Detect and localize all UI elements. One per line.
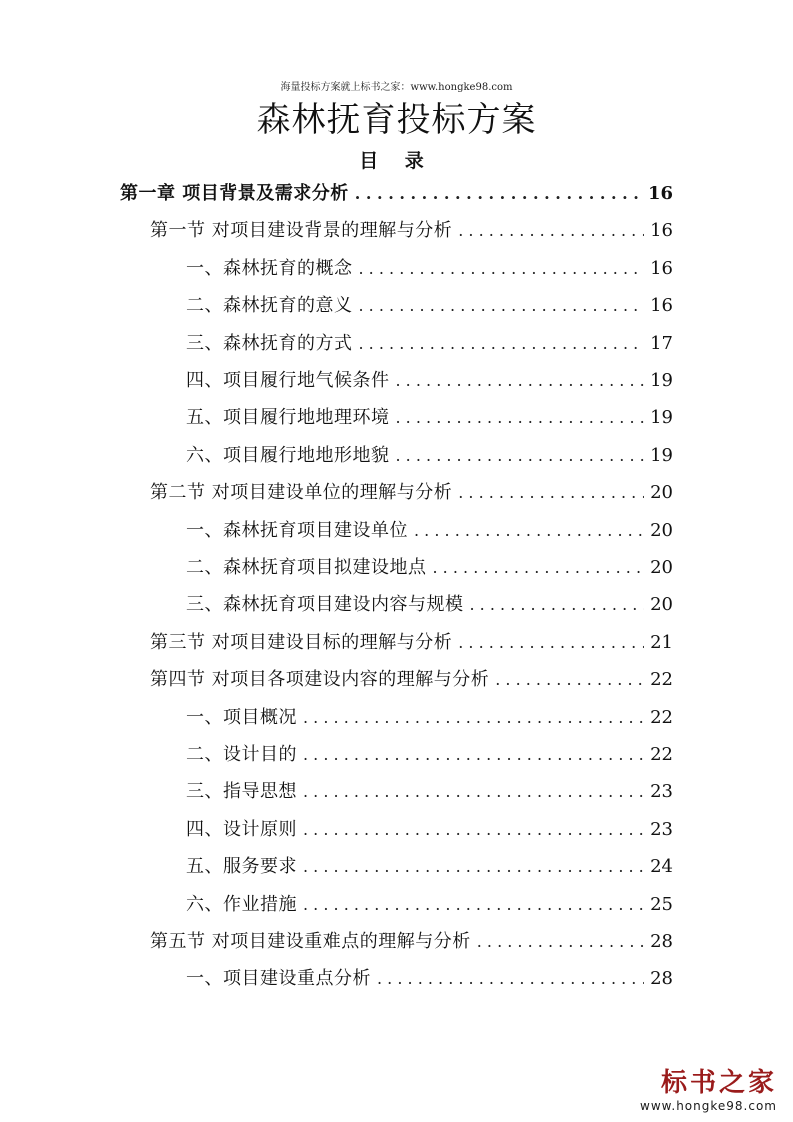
toc-page-number: 23: [650, 781, 673, 803]
brand-logo-url: www.hongke98.com: [640, 1099, 777, 1113]
toc-entry[interactable]: [186, 960, 673, 997]
toc-entry-label: 六、作业措施: [186, 893, 297, 915]
toc-entry[interactable]: [186, 549, 673, 586]
toc-entry-label: 四、项目履行地气候条件: [186, 370, 390, 391]
toc-entry[interactable]: [186, 736, 673, 773]
toc-entry[interactable]: [186, 437, 673, 474]
toc-leader-dots: [377, 960, 644, 997]
toc-page-number: 22: [650, 706, 673, 728]
toc-entry-label: 第四节 对项目各项建设内容的理解与分析: [150, 669, 490, 691]
toc-entry-label: 五、项目履行地地理环境: [186, 407, 390, 429]
toc-page-number: 21: [650, 631, 673, 653]
toc-entry[interactable]: [186, 399, 673, 436]
toc-entry-label: 三、森林抚育项目建设内容与规模: [186, 594, 464, 616]
toc-entry-label: 三、指导思想: [186, 781, 297, 803]
toc-page-number: 20: [650, 557, 673, 578]
toc-entry-label: 五、服务要求: [186, 856, 297, 878]
toc-entry[interactable]: [186, 811, 673, 848]
toc-entry[interactable]: [186, 250, 673, 287]
toc-entry-label: 第五节 对项目建设重难点的理解与分析: [150, 931, 471, 952]
toc-leader-dots: [396, 399, 645, 436]
toc-leader-dots: [303, 886, 644, 923]
toc-leader-dots: [355, 175, 642, 212]
toc-page-number: 23: [650, 818, 673, 840]
toc-page-number: 20: [650, 594, 673, 616]
toc-page-number: 19: [650, 370, 673, 391]
toc-leader-dots: [359, 287, 645, 324]
toc-leader-dots: [477, 923, 644, 960]
toc-leader-dots: [414, 512, 644, 549]
toc-leader-dots: [303, 736, 644, 773]
toc-leader-dots: [458, 624, 644, 661]
toc-leader-dots: [303, 811, 644, 848]
toc-page-number: 16: [647, 183, 673, 204]
toc-entry-label: 第一章 项目背景及需求分析: [120, 183, 349, 204]
toc-leader-dots: [495, 661, 644, 698]
toc-entry-label: 二、设计目的: [186, 744, 297, 765]
toc-page-number: 20: [650, 519, 673, 541]
toc-entry[interactable]: [186, 287, 673, 324]
toc-entry[interactable]: [186, 886, 673, 923]
toc-entry-label: 二、森林抚育的意义: [186, 295, 353, 317]
toc-entry[interactable]: [186, 773, 673, 810]
toc-page-number: 17: [650, 332, 673, 354]
toc-entry-label: 第三节 对项目建设目标的理解与分析: [150, 631, 453, 653]
header-note: 海量投标方案就上标书之家：www.hongke98.com: [280, 82, 513, 93]
toc-leader-dots: [470, 586, 645, 623]
toc-entry-label: 第一节 对项目建设背景的理解与分析: [150, 220, 453, 242]
toc-entry[interactable]: [150, 624, 673, 661]
toc-page-number: 22: [650, 669, 673, 691]
toc-page-number: 20: [650, 482, 673, 504]
brand-logo-text: 标书之家: [660, 1068, 777, 1098]
toc-page-number: 19: [650, 407, 673, 429]
toc-leader-dots: [458, 212, 644, 249]
toc-entry[interactable]: [186, 325, 673, 362]
toc-leader-dots: [396, 362, 645, 399]
toc-leader-dots: [458, 474, 644, 511]
toc-page-number: 19: [650, 444, 673, 466]
toc-entry-label: 一、森林抚育的概念: [186, 257, 353, 279]
brand-logo: [627, 1068, 777, 1114]
toc-leader-dots: [359, 325, 645, 362]
toc-leader-dots: [303, 773, 644, 810]
toc-page-number: 28: [650, 931, 673, 952]
toc-entry-label: 一、项目概况: [186, 706, 297, 728]
toc-leader-dots: [433, 549, 645, 586]
toc-entry-label: 一、项目建设重点分析: [186, 968, 371, 990]
toc-leader-dots: [359, 250, 645, 287]
toc-entry-label: 六、项目履行地地形地貌: [186, 444, 390, 466]
toc-entry-label: 二、森林抚育项目拟建设地点: [186, 557, 427, 578]
toc-entry[interactable]: [150, 212, 673, 249]
toc-entry[interactable]: [150, 923, 673, 960]
toc-page-number: 25: [650, 893, 673, 915]
toc-entry-label: 第二节 对项目建设单位的理解与分析: [150, 482, 453, 504]
toc-leader-dots: [303, 848, 644, 885]
toc-entry[interactable]: [186, 586, 673, 623]
toc-entry[interactable]: [120, 175, 673, 212]
toc-entry[interactable]: [150, 474, 673, 511]
toc-entry[interactable]: [150, 661, 673, 698]
toc-page-number: 22: [650, 744, 673, 765]
toc-page-number: 16: [650, 257, 673, 279]
toc-leader-dots: [396, 437, 645, 474]
toc-entry[interactable]: [186, 699, 673, 736]
toc-page-number: 16: [650, 220, 673, 242]
toc-entry[interactable]: [186, 848, 673, 885]
toc-page-number: 24: [650, 856, 673, 878]
toc-leader-dots: [303, 699, 644, 736]
toc-entry[interactable]: [186, 362, 673, 399]
toc-entry[interactable]: [186, 512, 673, 549]
toc-entry-label: 一、森林抚育项目建设单位: [186, 519, 408, 541]
toc-entry-label: 三、森林抚育的方式: [186, 332, 353, 354]
toc-page-number: 16: [650, 295, 673, 317]
toc-entry-label: 四、设计原则: [186, 818, 297, 840]
document-title: 森林抚育投标方案: [256, 100, 537, 140]
toc-page-number: 28: [650, 968, 673, 990]
toc-heading: 目 录: [359, 150, 434, 172]
